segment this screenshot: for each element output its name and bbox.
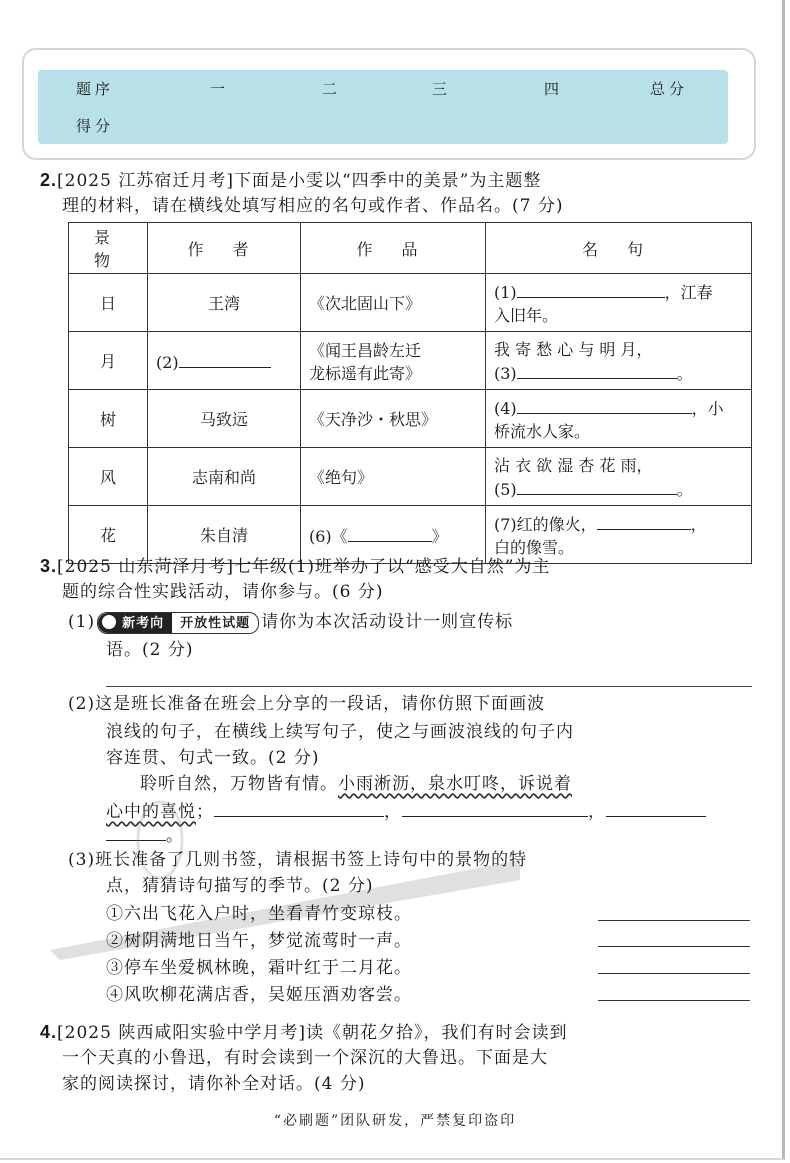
work-cell bbox=[301, 332, 486, 390]
author-cell: 马致远 bbox=[148, 390, 301, 448]
quote-cell bbox=[486, 448, 752, 506]
q4-heading-line1 bbox=[40, 1020, 567, 1045]
answer-blank-2[interactable] bbox=[179, 349, 271, 368]
header-author: 作 者 bbox=[148, 223, 301, 274]
badge-left-text: 新考向 bbox=[122, 614, 165, 630]
quote-text: ， bbox=[690, 515, 707, 534]
q3-sub3-line1: (3)班长准备了几则书签，请根据书签上诗句中的景物的特 bbox=[68, 850, 528, 870]
score-label-order: 题序 bbox=[76, 80, 115, 98]
q2-heading-line2: 理的材料，请在横线处填写相应的名句或作者、作品名。(7 分) bbox=[62, 196, 564, 216]
blank-label-2: (2) bbox=[156, 353, 179, 372]
work-cell: 《天净沙・秋思》 bbox=[301, 390, 486, 448]
list-item: ③停车坐爱枫林晚，霜叶红于二月花。 bbox=[106, 958, 412, 978]
punct: 。 bbox=[166, 826, 184, 846]
score-col-total: 总分 bbox=[650, 80, 689, 98]
quote-text: ，江春 bbox=[664, 283, 713, 302]
q4-heading-line2: 一个天真的小鲁迅，有时会读到一个深沉的大鲁迅。下面是大 bbox=[62, 1048, 548, 1068]
header-scene: 景 物 bbox=[69, 223, 148, 274]
punct: ， bbox=[588, 802, 606, 822]
q3-number: 3. bbox=[40, 556, 58, 576]
table-row bbox=[69, 274, 752, 332]
answer-blank-6[interactable] bbox=[348, 523, 432, 542]
quote-text: 白的像雪。 bbox=[494, 538, 575, 557]
blank-label-7: (7)红的像火， bbox=[494, 515, 597, 534]
scene-cell: 树 bbox=[69, 390, 148, 448]
scene-cell: 月 bbox=[69, 332, 148, 390]
score-col-4: 四 bbox=[544, 80, 564, 98]
answer-blank-3[interactable] bbox=[517, 360, 677, 379]
list-item: ①六出飞花入户时，坐看青竹变琼枝。 bbox=[106, 904, 412, 924]
answer-blank-5[interactable] bbox=[517, 476, 677, 495]
list-item: ④风吹柳花满店香，吴姬压酒劝客尝。 bbox=[106, 985, 412, 1005]
quote-text: 。 bbox=[676, 480, 693, 499]
blank-label-5: (5) bbox=[494, 480, 517, 499]
quote-text: 我 寄 愁 心 与 明 月， bbox=[494, 340, 653, 359]
sub1-text: 请你为本次活动设计一则宣传标 bbox=[261, 612, 514, 632]
q4-number: 4. bbox=[40, 1022, 58, 1042]
q3-sub1-line1 bbox=[68, 610, 513, 634]
page-footer: “必刷题”团队研发，严禁复印盗印 bbox=[273, 1113, 517, 1129]
poem-table bbox=[68, 222, 752, 564]
quote-text: 桥流水人家。 bbox=[494, 422, 591, 441]
quote-cell bbox=[486, 332, 752, 390]
work-cell: 《绝句》 bbox=[301, 448, 486, 506]
badge-left bbox=[98, 613, 172, 633]
quote-text: 沾 衣 欲 湿 杏 花 雨， bbox=[494, 456, 653, 475]
quote-text: ，小 bbox=[691, 399, 724, 418]
punct: ； bbox=[196, 802, 214, 822]
wavy-sentence: 心中的喜悦 bbox=[106, 802, 196, 822]
score-row-order bbox=[38, 70, 728, 107]
author-cell: 朱自清 bbox=[148, 506, 301, 564]
q2-text-1: [2025 江苏宿迁月考]下面是小雯以“四季中的美景”为主题整 bbox=[57, 171, 542, 191]
q3-sub1-line2: 语。(2 分) bbox=[106, 640, 194, 660]
q4-heading-line3: 家的阅读探讨，请你补全对话。(4 分) bbox=[62, 1074, 366, 1094]
quote-text: 。 bbox=[676, 364, 693, 383]
season-blank-3[interactable] bbox=[598, 973, 750, 974]
quote-text: 入旧年。 bbox=[494, 306, 559, 325]
table-row bbox=[69, 332, 752, 390]
q2-number: 2. bbox=[40, 170, 58, 190]
author-cell: 志南和尚 bbox=[148, 448, 301, 506]
q3-sub2-paragraph bbox=[140, 772, 572, 796]
q3-sub2-line3: 容连贯、句式一致。(2 分) bbox=[106, 748, 320, 768]
q3-heading-line1 bbox=[40, 554, 550, 579]
blank-label-4: (4) bbox=[494, 399, 517, 418]
score-label-score: 得分 bbox=[76, 117, 115, 135]
slogan-answer-line[interactable] bbox=[106, 686, 752, 687]
new-trend-badge bbox=[97, 612, 259, 634]
q3-sub3-line2: 点，猜猜诗句描写的季节。(2 分) bbox=[106, 876, 374, 896]
table-row bbox=[69, 390, 752, 448]
scene-cell: 风 bbox=[69, 448, 148, 506]
q3-sub2-line1: (2)这是班长准备在班会上分享的一段话，请你仿照下面画波 bbox=[68, 694, 546, 714]
continue-blank-3[interactable] bbox=[606, 798, 706, 817]
q3-text-1: [2025 山东菏泽月考]七年级(1)班举办了以“感受大自然”为主 bbox=[57, 557, 551, 577]
q2-heading-line1 bbox=[40, 168, 541, 193]
poem-table-header bbox=[69, 223, 752, 274]
q4-text-1: [2025 陕西咸阳实验中学月考]读《朝花夕拾》，我们有时会读到 bbox=[57, 1023, 568, 1043]
season-blank-4[interactable] bbox=[598, 1000, 750, 1001]
punct: ， bbox=[384, 802, 402, 822]
score-col-2: 二 bbox=[322, 80, 342, 98]
quote-cell bbox=[486, 390, 752, 448]
score-row-score bbox=[38, 107, 728, 144]
work-text: 龙标遥有此寄》 bbox=[309, 363, 422, 383]
blank-label-1: (1) bbox=[494, 283, 517, 302]
list-item: ②树阴满地日当午，梦觉流莺时一声。 bbox=[106, 931, 412, 951]
pen-icon bbox=[102, 615, 116, 629]
score-col-1: 一 bbox=[210, 80, 230, 98]
table-row bbox=[69, 448, 752, 506]
answer-blank-1[interactable] bbox=[517, 279, 665, 298]
answer-blank-4[interactable] bbox=[517, 395, 692, 414]
header-quote: 名 句 bbox=[486, 223, 752, 274]
q3-heading-line2: 题的综合性实践活动，请你参与。(6 分) bbox=[62, 582, 384, 602]
author-cell bbox=[148, 332, 301, 390]
work-text: 》 bbox=[431, 526, 448, 546]
header-work: 作 品 bbox=[301, 223, 486, 274]
score-col-3: 三 bbox=[432, 80, 452, 98]
wavy-sentence: 小雨淅沥，泉水叮咚，诉说着 bbox=[338, 774, 572, 794]
blank-label-3: (3) bbox=[494, 364, 517, 383]
sub1-number: (1) bbox=[68, 612, 96, 632]
scene-cell: 日 bbox=[69, 274, 148, 332]
quote-cell bbox=[486, 274, 752, 332]
season-blank-2[interactable] bbox=[598, 946, 750, 947]
answer-blank-7[interactable] bbox=[597, 511, 691, 530]
season-blank-1[interactable] bbox=[598, 920, 750, 921]
q3-sub2-line2: 浪线的句子，在横线上续写句子，使之与画波浪线的句子内 bbox=[106, 722, 574, 742]
score-table bbox=[22, 48, 756, 160]
author-cell: 王湾 bbox=[148, 274, 301, 332]
scene-cell: 花 bbox=[69, 506, 148, 564]
work-cell: 《次北固山下》 bbox=[301, 274, 486, 332]
blank-label-6: (6)《 bbox=[309, 526, 348, 546]
score-table-body bbox=[38, 70, 728, 144]
badge-right-text: 开放性试题 bbox=[180, 614, 251, 630]
work-text: 《闻王昌龄左迁 bbox=[309, 340, 422, 360]
paragraph-text: 聆听自然，万物皆有情。 bbox=[140, 774, 338, 794]
